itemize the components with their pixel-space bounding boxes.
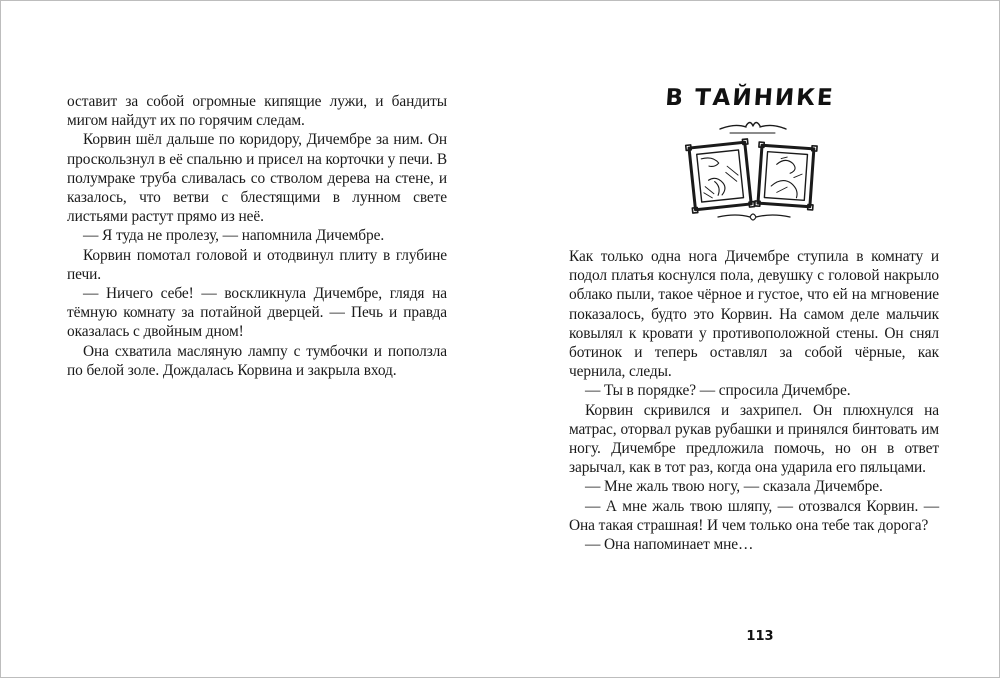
- left-page-text: [67, 92, 447, 380]
- paragraph: — Ты в порядке? — спросила Дичембре.: [585, 382, 851, 400]
- paragraph: — Я туда не пролезу, — напомнила Дичембре.: [83, 227, 385, 245]
- left-page: [1, 1, 500, 677]
- paragraph: Как только одна нога Дичембре ступила в комнату и подол платья коснулся пола, девушку с головой накрыло облако пыли, такое чёрное и густое, что ей на мгновение показалось, будто это Корвин. На самом деле мальчик ковылял к кровати у противоположной стены. Он снял ботинок и теперь оставлял за собой чёрные, как чернила, следы.: [569, 248, 939, 381]
- right-page-text: [569, 247, 939, 554]
- paragraph: Корвин скривился и захрипел. Он плюхнулся на матрас, оторвал рукав рубашки и принялся бинтовать им ногу. Дичембре предложила помочь, но он в ответ зарычал, как в тот раз, когда она ударила его пяльцами.: [569, 401, 939, 477]
- paragraph: Корвин шёл дальше по коридору, Дичембре за ним. Он проскользнул в её спальню и присел на корточки у печи. В полумраке труба сливалась со стволом дерева на стене, и казалось, что ветви с блестящими в лунном свете листьями растут прямо из неё.: [67, 131, 447, 226]
- right-page: [500, 1, 999, 677]
- chapter-title: В ТАЙНИКЕ: [664, 85, 836, 111]
- page-number: 113: [746, 629, 774, 644]
- paragraph: оставит за собой огромные кипящие лужи, и бандиты мигом найдут их по горячим следам.: [67, 93, 447, 130]
- paragraph: Она схватила масляную лампу с тумбочки и поползла по белой золе. Дождалась Корвина и закрыла вход.: [67, 342, 447, 379]
- paragraph: — А мне жаль твою шляпу, — отозвался Корвин. — Она такая страшная! И чем только она тебе так дорога?: [569, 497, 939, 534]
- paragraph: — Мне жаль твою ногу, — сказала Дичембре.: [585, 478, 883, 496]
- two-framed-pictures-icon: [680, 117, 825, 225]
- paragraph: Корвин помотал головой и отодвинул плиту в глубине печи.: [67, 246, 447, 283]
- paragraph: — Она напоминает мне…: [585, 536, 754, 554]
- paragraph: — Ничего себе! — воскликнула Дичембре, глядя на тёмную комнату за потайной дверцей. — Печь и правда оказалась с двойным дном!: [67, 285, 447, 341]
